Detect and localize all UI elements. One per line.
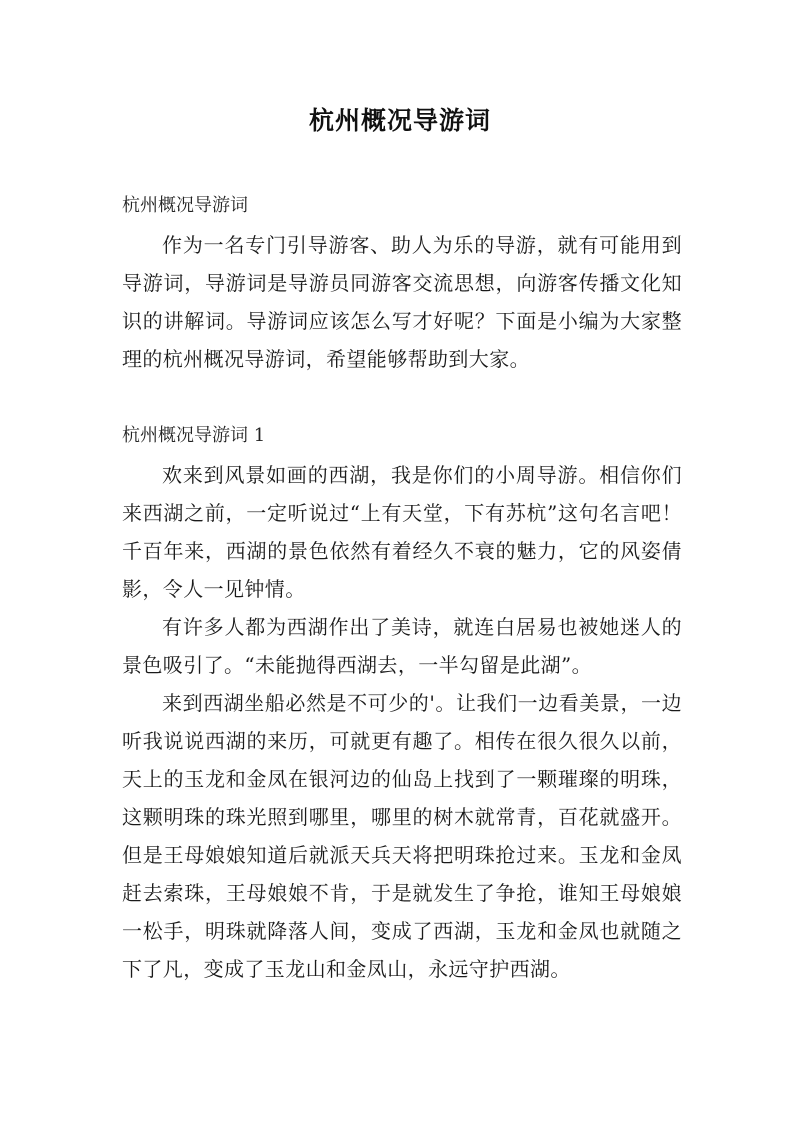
document-title: 杭州概况导游词: [308, 106, 491, 135]
section1-paragraph-1: 欢来到风景如画的西湖，我是你们的小周导游。相信你们来西湖之前，一定听说过“上有天堂，下有苏杭”这句名言吧！千百年来，西湖的景色依然有着经久不衰的魅力，它的风姿倩影，令人一见钟情。: [122, 463, 682, 601]
section-spacer: [122, 378, 682, 416]
intro-heading: 杭州概况导游词: [122, 195, 248, 216]
section1-paragraph-3: 来到西湖坐船必然是不可少的'。让我们一边看美景，一边听我说说西湖的来历，可就更有趣了。相传在很久很久以前，天上的玉龙和金凤在银河边的仙岛上找到了一颗璀璨的明珠，这颗明珠的珠光照到哪里，哪里的树木就常青，百花就盛开。但是王母娘娘知道后就派天兵天将把明珠抢过来。玉龙和金凤赶去索珠，王母娘娘不肯，于是就发生了争抢，谁知王母娘娘一松手，明珠就降落人间，变成了西湖，玉龙和金凤也就随之下了凡，变成了玉龙山和金凤山，永远守护西湖。: [122, 691, 682, 981]
section1-paragraph-2: 有许多人都为西湖作出了美诗，就连白居易也被她迷人的景色吸引了。“未能抛得西湖去，一半勾留是此湖”。: [122, 615, 682, 677]
section1-heading: 杭州概况导游词 1: [122, 425, 266, 446]
document-body: [122, 186, 682, 988]
intro-paragraph: 作为一名专门引导游客、助人为乐的导游，就有可能用到导游词，导游词是导游员同游客交流思想，向游客传播文化知识的讲解词。导游词应该怎么写才好呢？下面是小编为大家整理的杭州概况导游词，希望能够帮助到大家。: [122, 233, 682, 371]
